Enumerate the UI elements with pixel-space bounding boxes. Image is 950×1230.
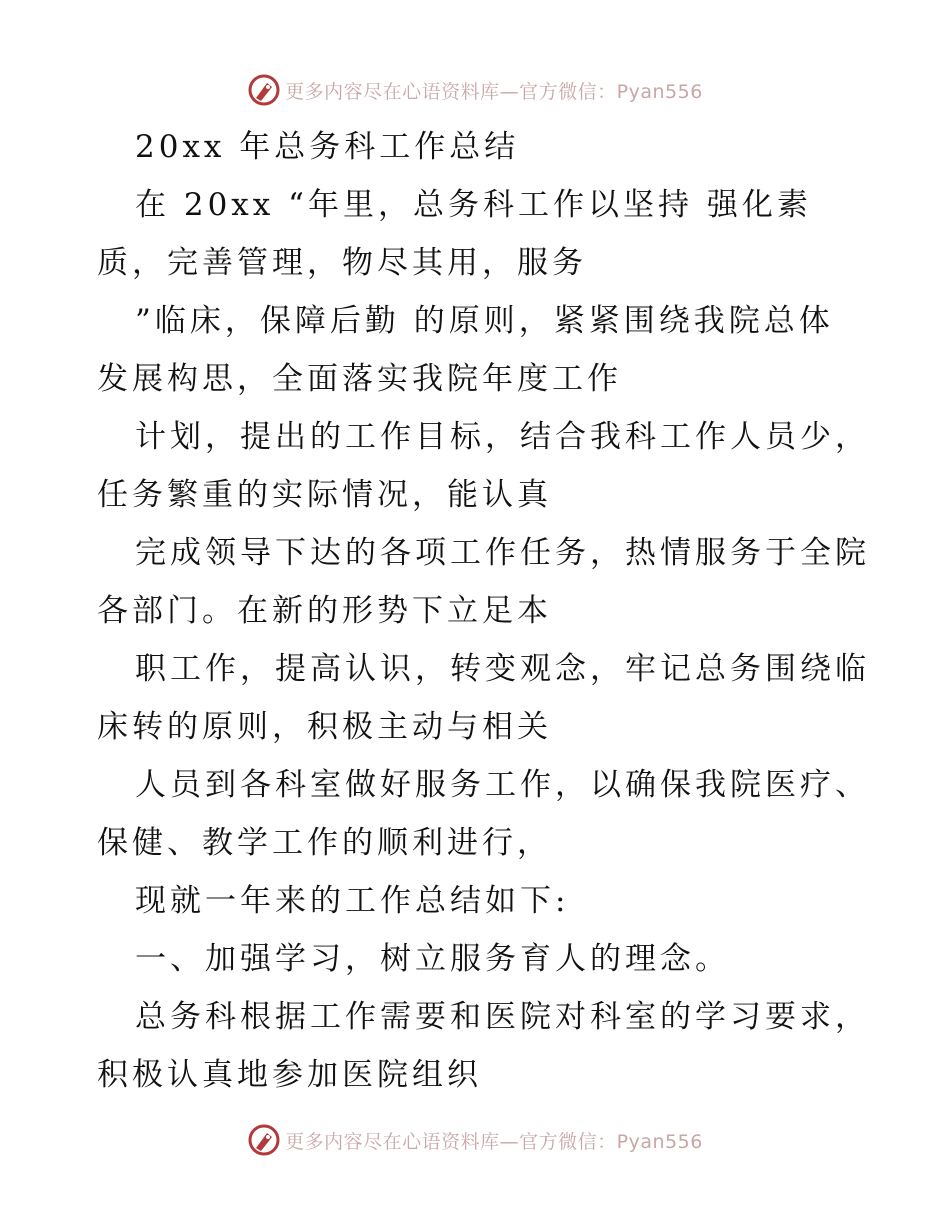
document-title: 20xx 年总务科工作总结: [135, 129, 520, 165]
document-body: [97, 118, 870, 1104]
pen-nib-logo-icon: [247, 1123, 281, 1157]
paragraph-line: ”临床，保障后勤 的原则，紧紧围绕我院总体: [135, 303, 834, 339]
pen-nib-logo-icon: [247, 73, 281, 107]
paragraph-line: 保健、教学工作的顺利进行，: [97, 825, 552, 861]
paragraph-line: 职工作，提高认识，转变观念，牢记总务围绕临: [135, 651, 870, 687]
paragraph-line: 发展构思，全面落实我院年度工作: [97, 361, 622, 397]
footer-watermark-text: 更多内容尽在心语资料库—官方微信：Pyan556: [285, 1130, 703, 1153]
section-heading: 一、加强学习，树立服务育人的理念。: [135, 941, 730, 977]
paragraph-line: 现就一年来的工作总结如下:: [135, 883, 570, 919]
paragraph-line: 积极认真地参加医院组织: [97, 1057, 482, 1093]
footer-watermark-banner: [0, 1120, 950, 1160]
paragraph-line: 各部门。在新的形势下立足本: [97, 593, 552, 629]
paragraph-line: 完成领导下达的各项工作任务，热情服务于全院: [135, 535, 870, 571]
header-watermark-text: 更多内容尽在心语资料库—官方微信：Pyan556: [285, 80, 703, 103]
paragraph-line: 任务繁重的实际情况，能认真: [97, 477, 552, 513]
paragraph-line: 人员到各科室做好服务工作，以确保我院医疗、: [135, 767, 870, 803]
paragraph-line: 质，完善管理，物尽其用，服务: [97, 245, 587, 281]
header-watermark-banner: [0, 70, 950, 110]
paragraph-line: 计划，提出的工作目标，结合我科工作人员少，: [135, 419, 870, 455]
paragraph-line: 床转的原则，积极主动与相关: [97, 709, 552, 745]
paragraph-line: 在 20xx “年里，总务科工作以坚持 强化素: [135, 187, 812, 223]
paragraph-line: 总务科根据工作需要和医院对科室的学习要求，: [135, 999, 870, 1035]
